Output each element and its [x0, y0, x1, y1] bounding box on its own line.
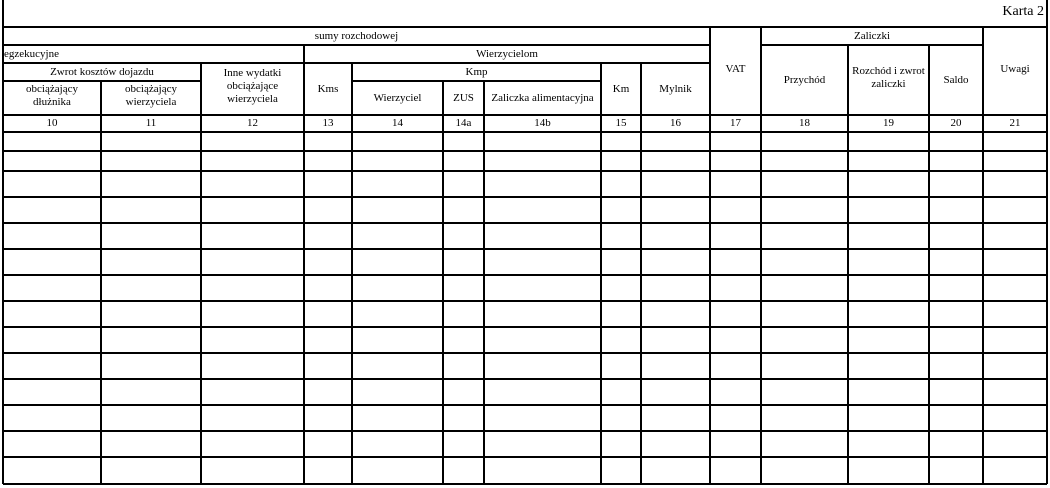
horizontal-rule [761, 44, 983, 46]
vertical-rule [982, 27, 984, 115]
column-number-12: 12 [247, 117, 258, 129]
outer-border-left [2, 0, 4, 484]
header-zaliczki: Zaliczki [853, 29, 891, 42]
header-wierzyciel: Wierzyciel [373, 91, 422, 104]
header-kms: Kms [317, 82, 339, 95]
header-przychod: Przychód [783, 73, 826, 86]
vertical-rule [600, 63, 602, 115]
header-obciazajacy-wierzyciela [101, 81, 201, 115]
header-uwagi: Uwagi [1000, 63, 1030, 75]
table-row-rule [3, 150, 1047, 152]
table-row-rule [3, 404, 1047, 406]
header-line: obciążające [226, 80, 279, 92]
header-line: Inne wydatki [223, 67, 282, 79]
header-saldo: Saldo [943, 73, 969, 86]
header-bottom-rule [3, 114, 1047, 116]
vertical-rule [483, 81, 485, 115]
column-number-21: 21 [1009, 117, 1021, 129]
column-number-15: 15 [615, 117, 627, 129]
vertical-rule [100, 81, 102, 115]
header-mylnik: Mylnik [659, 82, 692, 95]
column-number-18: 18 [799, 117, 810, 129]
vertical-rule [303, 45, 305, 115]
header-rozchod-i-zwrot [848, 45, 929, 115]
table-row-rule [3, 300, 1047, 302]
table-row-rule [3, 248, 1047, 250]
header-line: wierzyciela [125, 96, 177, 108]
horizontal-rule [3, 44, 710, 46]
column-number-20: 20 [950, 117, 962, 129]
column-number-14b: 14b [534, 117, 551, 129]
table-row-rule [3, 456, 1047, 458]
column-number-19: 19 [883, 117, 894, 129]
header-line: obciążający [125, 83, 177, 95]
table-row-rule [3, 483, 1047, 485]
table-row-rule [3, 196, 1047, 198]
horizontal-rule [3, 62, 710, 64]
vertical-rule [442, 81, 444, 115]
vertical-rule [351, 63, 353, 115]
column-number-13: 13 [322, 117, 334, 129]
vertical-rule [928, 45, 930, 115]
header-line: wierzyciela [227, 93, 278, 105]
vertical-rule [760, 27, 762, 115]
vertical-rule [640, 63, 642, 115]
header-wierzycielom: Wierzycielom [476, 47, 538, 60]
horizontal-rule [352, 80, 601, 82]
table-row-rule [3, 326, 1047, 328]
table-row-rule [3, 352, 1047, 354]
header-egzekucyjne: egzekucyjne [4, 47, 59, 60]
header-line: dłużnika [33, 96, 71, 108]
header-kmp: Kmp [465, 65, 488, 78]
column-number-16: 16 [670, 117, 681, 129]
table-row-rule [3, 274, 1047, 276]
header-zaliczka-alimentacyjna: Zaliczka alimentacyjna [491, 91, 594, 104]
sheet-label: Karta 2 [1002, 4, 1044, 19]
header-line: Rozchód i zwrot [852, 65, 925, 77]
header-vat: VAT [725, 63, 746, 75]
header-top-rule [3, 26, 1047, 28]
outer-border-right [1046, 0, 1048, 484]
table-row-rule [3, 170, 1047, 172]
header-line: zaliczki [871, 78, 906, 90]
column-number-14: 14 [392, 117, 403, 129]
header-sumy-rozchodowej: sumy rozchodowej [314, 29, 399, 42]
vertical-rule [200, 63, 202, 115]
column-number-14a: 14a [455, 117, 472, 129]
vertical-rule [847, 45, 849, 115]
column-number-17: 17 [730, 117, 741, 129]
column-number-rule [3, 131, 1047, 133]
header-inne-wydatki [201, 64, 304, 115]
header-km: Km [612, 82, 630, 95]
header-obciazajacy-dluznika [3, 81, 101, 115]
vertical-rule [709, 27, 711, 115]
header-line: obciążający [26, 83, 78, 95]
table-row-rule [3, 430, 1047, 432]
column-number-11: 11 [145, 117, 157, 129]
header-zwrot-kosztow-dojazdu: Zwrot kosztów dojazdu [50, 65, 154, 78]
header-zus: ZUS [453, 91, 474, 104]
table-row-rule [3, 378, 1047, 380]
column-number-10: 10 [46, 117, 58, 129]
table-row-rule [3, 222, 1047, 224]
horizontal-rule [3, 80, 201, 82]
